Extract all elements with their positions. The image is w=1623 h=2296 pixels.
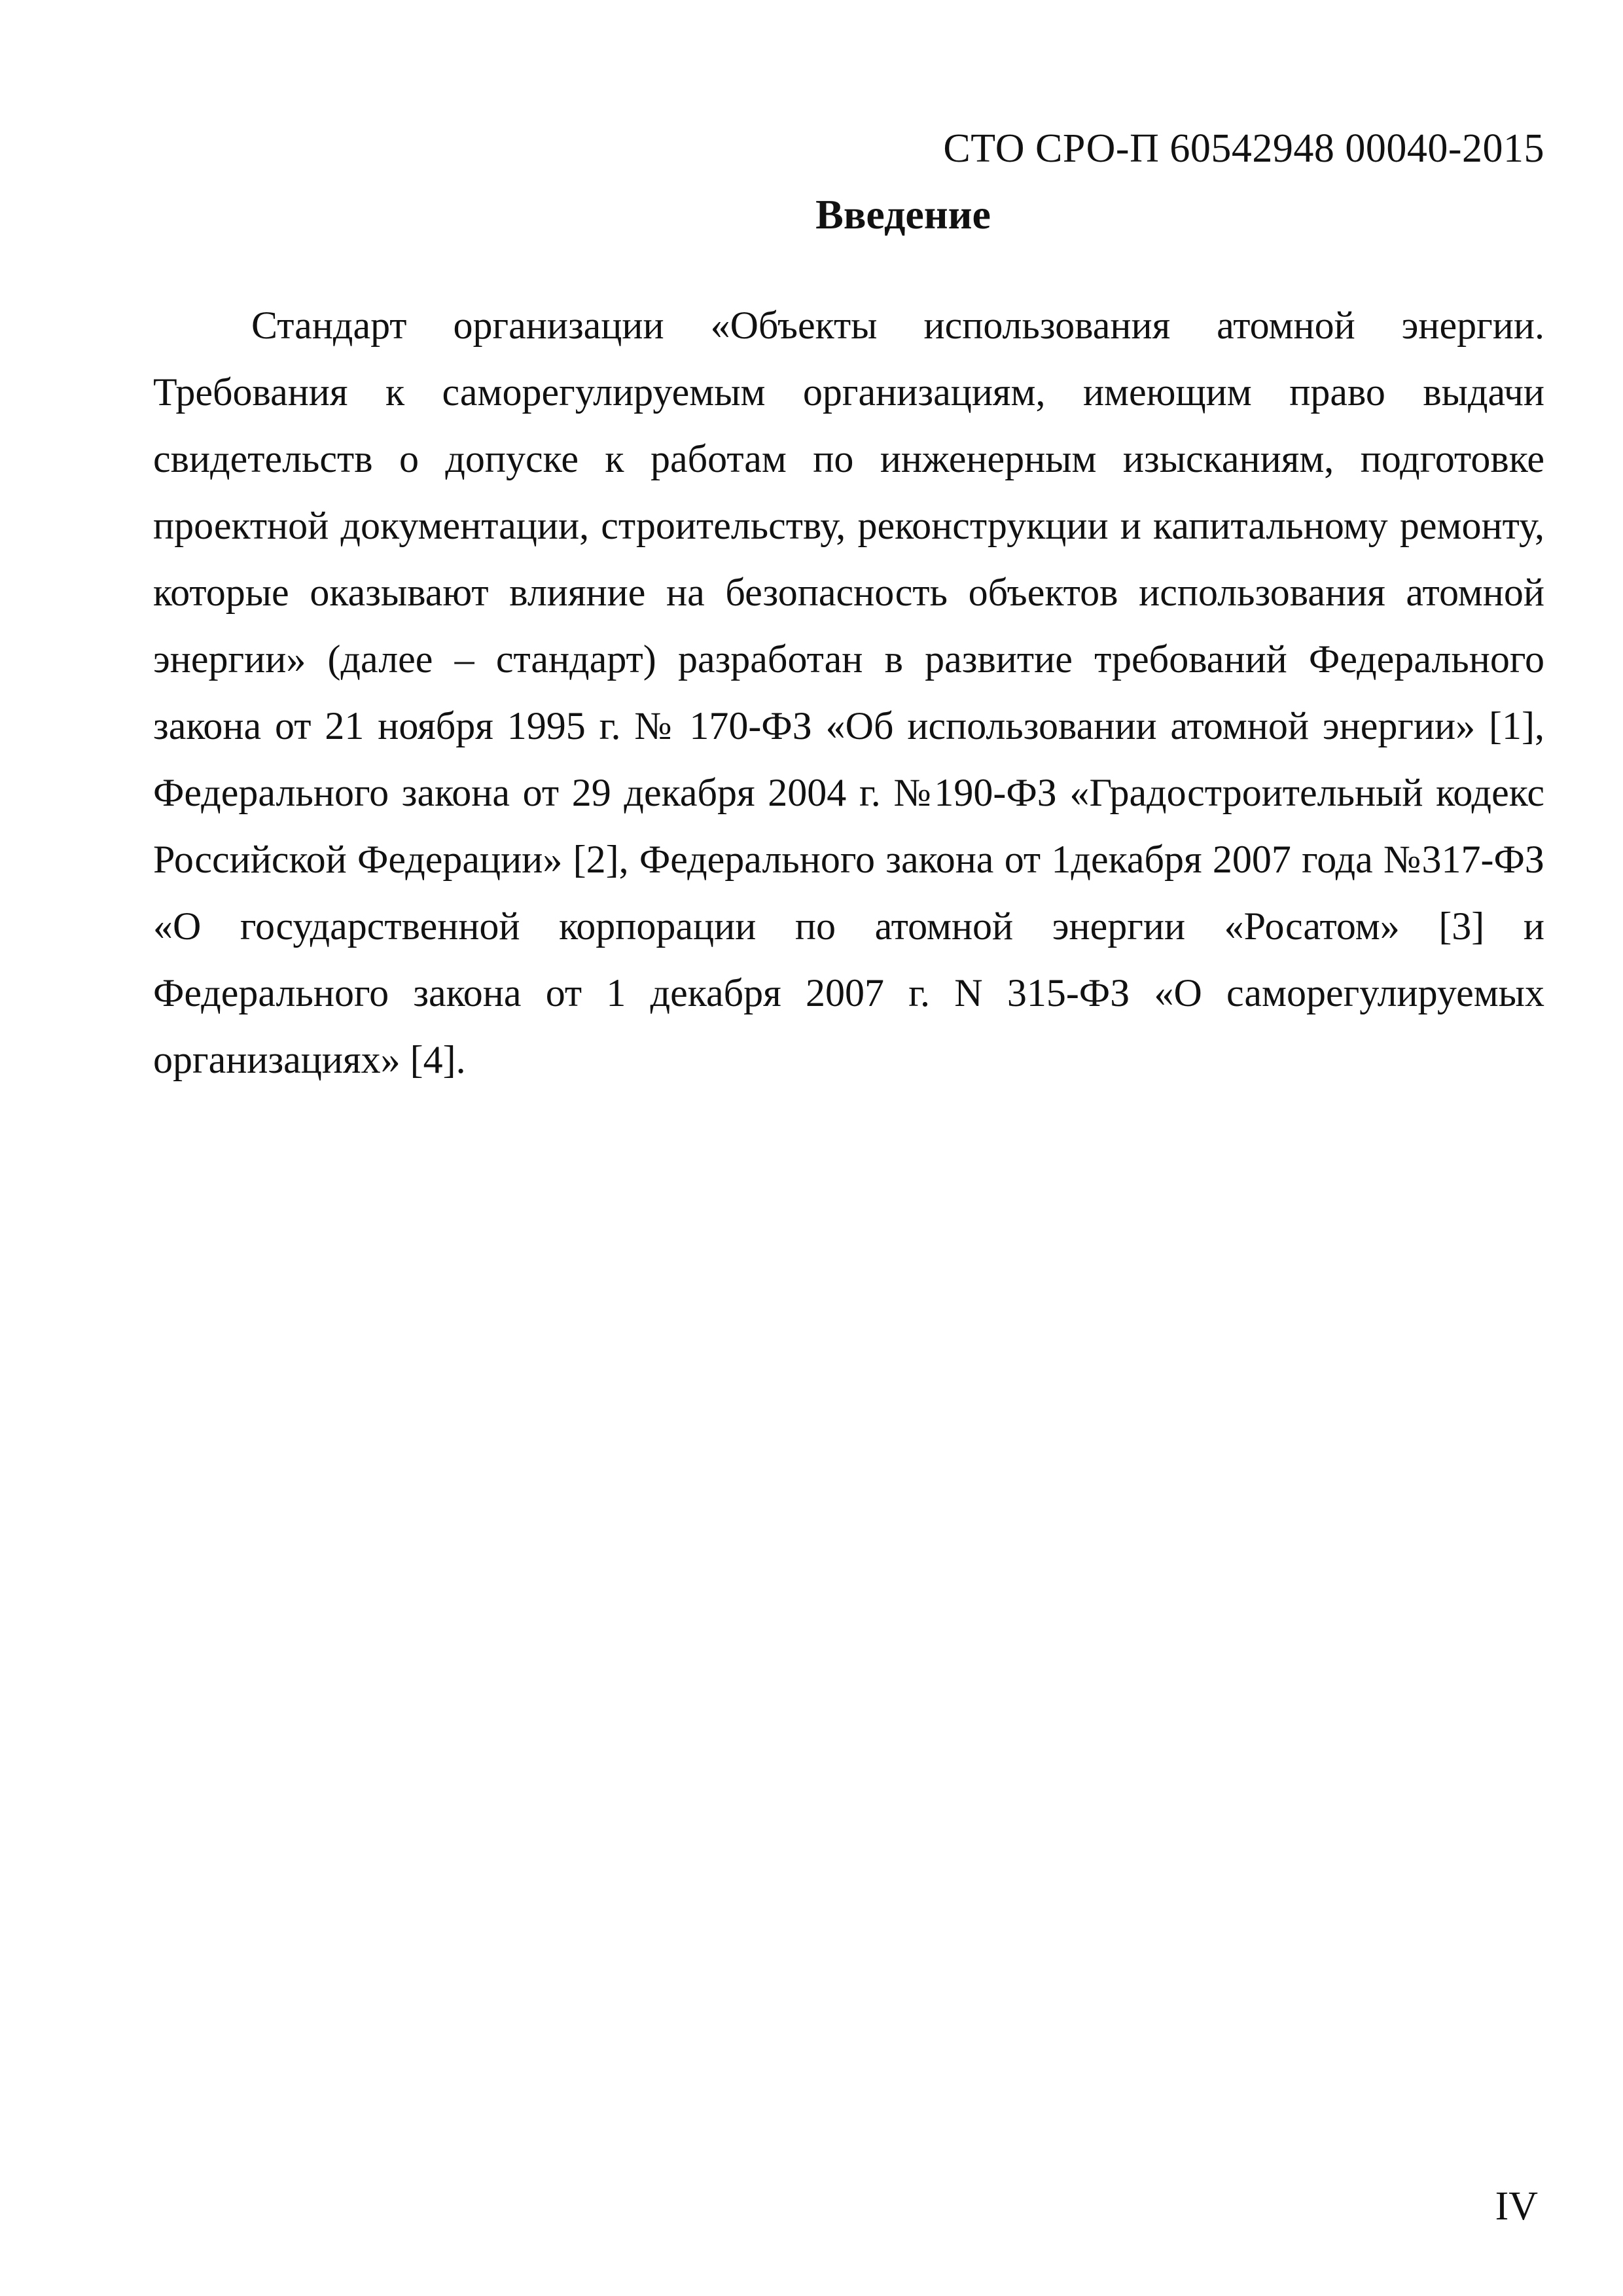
section-title: Введение — [815, 191, 991, 238]
document-code: СТО СРО-П 60542948 00040-2015 — [943, 126, 1544, 171]
page-number: IV — [1495, 2184, 1538, 2229]
introduction-paragraph: Стандарт организации «Объекты использования атомной энергии. Требования к саморегулируемым организациям, имеющим право выдачи свидетельств о допуске к работам по инженерным изысканиям, подготовке проектной документации, строительству, реконструкции и капитальному ремонту, которые оказывают влияние на безопасность объектов использования атомной энергии» (далее – стандарт) разработан в развитие требований Федерального закона от 21 ноября 1995 г. № 170-ФЗ «Об использовании атомной энергии» [1], Федерального закона от 29 декабря 2004 г. №190-ФЗ «Градостроительный кодекс Российской Федерации» [2], Федерального закона от 1декабря 2007 года №317-ФЗ «О государственной корпорации по атомной энергии «Росатом» [3] и Федерального закона от 1 декабря 2007 г. N 315-ФЗ «О саморегулируемых организациях» [4]. — [153, 304, 1544, 1081]
